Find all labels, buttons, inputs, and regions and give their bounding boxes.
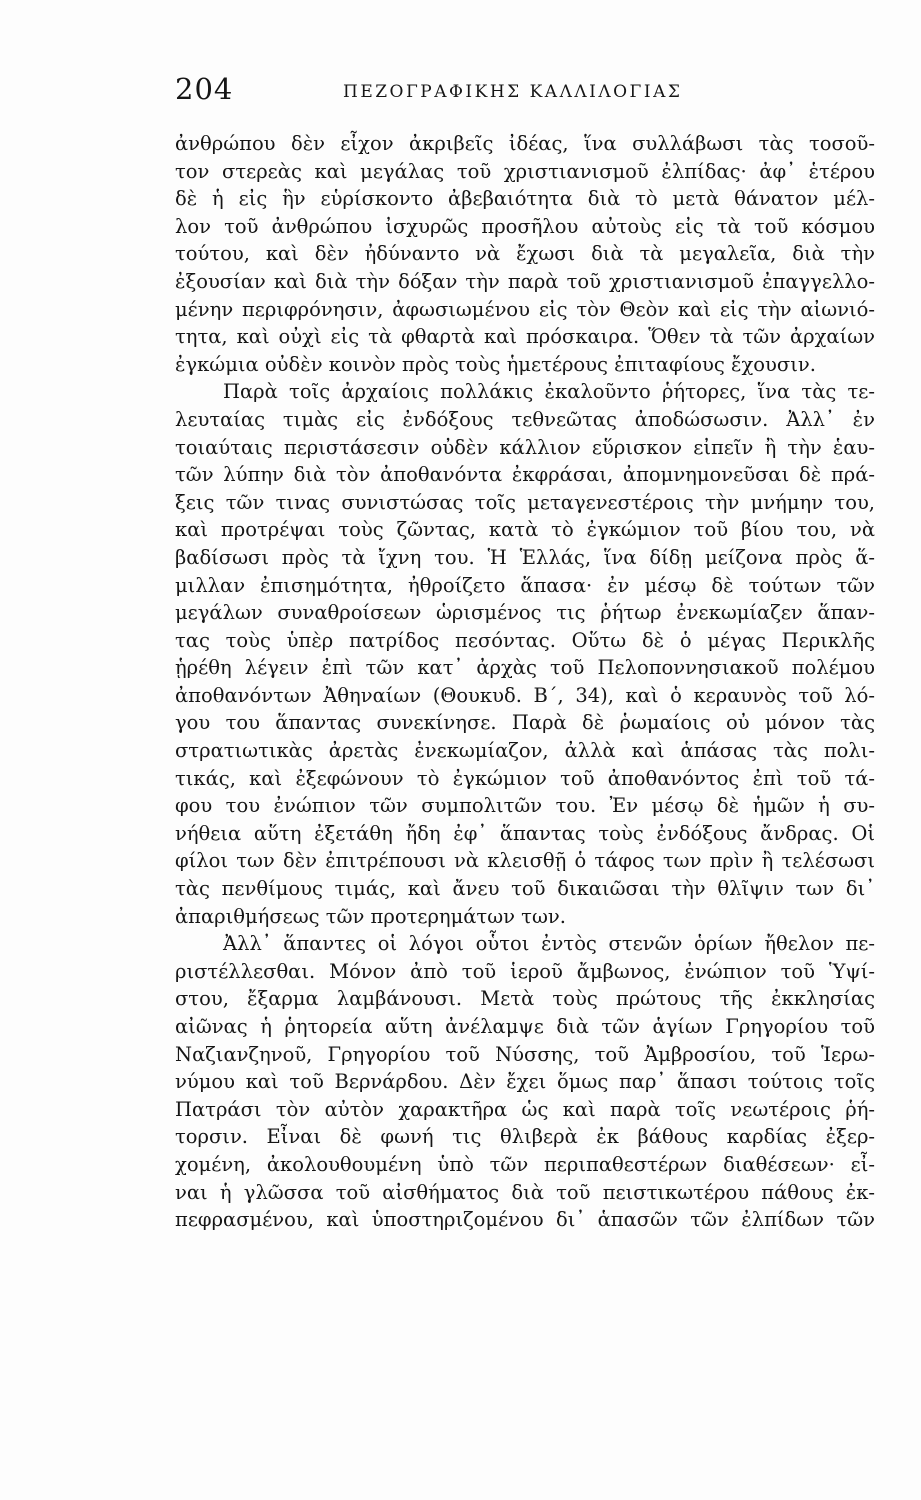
text-line: τορσιν. Εἶναι δὲ φωνή τις θλιβερὰ ἐκ βάθους καρδίας ἐξερ-: [175, 1125, 875, 1149]
paragraph: [175, 378, 875, 930]
text-line: χομένη, ἀκολουθουμένη ὑπὸ τῶν περιπαθεστέρων διαθέσεων· εἶ-: [175, 1152, 875, 1176]
text-line: στου, ἔξαρμα λαμβάνουσι. Μετὰ τοὺς πρώτους τῆς ἐκκλησίας: [175, 987, 875, 1011]
text-line: τας τοὺς ὑπὲρ πατρίδος πεσόντας. Οὕτω δὲ ὁ μέγας Περικλῆς: [175, 628, 875, 652]
text-line: αἰῶνας ἡ ῥητορεία αὕτη ἀνέλαμψε διὰ τῶν ἁγίων Γρηγορίου τοῦ: [175, 1015, 875, 1038]
text-line: Παρὰ τοῖς ἀρχαίοις πολλάκις ἐκαλοῦντο ῥήτορες, ἵνα τὰς τε-: [223, 380, 875, 404]
text-line: λον τοῦ ἀνθρώπου ἰσχυρῶς προσῆλου αὐτοὺς εἰς τὰ τοῦ κόσμου: [175, 214, 875, 238]
running-head: ΠΕΖΟΓΡΑΦΙΚΗΣ ΚΑΛΛΙΛΟΓΙΑΣ: [343, 82, 683, 102]
text-line: τοιαύταις περιστάσεσιν οὐδὲν κάλλιον εὕρισκον εἰπεῖν ἢ τὴν ἑαυ-: [175, 435, 875, 459]
text-line: τῶν λύπην διὰ τὸν ἀποθανόντα ἐκφράσαι, ἀπομνημονεῦσαι δὲ πρά-: [175, 463, 875, 487]
text-line: βαδίσωσι πρὸς τὰ ἴχνη του. Ἡ Ἑλλάς, ἵνα δίδῃ μείζονα πρὸς ἅ-: [175, 545, 875, 569]
text-line: λευταίας τιμὰς εἰς ἐνδόξους τεθνεῶτας ἀποδώσωσιν. Ἀλλ᾽ ἐν: [175, 407, 875, 431]
text-line: μένην περιφρόνησιν, ἀφωσιωμένου εἰς τὸν Θεὸν καὶ εἰς τὴν αἰωνιό-: [175, 297, 875, 321]
text-line: νύμου καὶ τοῦ Βερνάρδου. Δὲν ἔχει ὅμως παρ᾽ ἅπασι τούτοις τοῖς: [175, 1070, 875, 1094]
text-line: μεγάλων συναθροίσεων ὡρισμένος τις ῥήτωρ ἐνεκωμίαζεν ἅπαν-: [175, 601, 875, 625]
text-line: φου του ἐνώπιον τῶν συμπολιτῶν του. Ἐν μέσῳ δὲ ἡμῶν ἡ συ-: [175, 794, 875, 818]
text-line: ριστέλλεσθαι. Μόνον ἀπὸ τοῦ ἱεροῦ ἄμβωνος, ἐνώπιον τοῦ Ὑψί-: [175, 959, 875, 983]
text-line: τούτου, καὶ δὲν ἠδύναντο νὰ ἔχωσι διὰ τὰ μεγαλεῖα, διὰ τὴν: [175, 242, 875, 266]
text-line: τὰς πενθίμους τιμάς, καὶ ἄνευ τοῦ δικαιῶσαι τὴν θλῖψιν των δι᾽: [175, 877, 875, 901]
text-line: τητα, καὶ οὐχὶ εἰς τὰ φθαρτὰ καὶ πρόσκαιρα. Ὅθεν τὰ τῶν ἀρχαίων: [175, 325, 875, 349]
page-number: 204: [175, 72, 234, 106]
text-line: καὶ προτρέψαι τοὺς ζῶντας, κατὰ τὸ ἐγκώμιον τοῦ βίου του, νὰ: [175, 518, 875, 542]
paragraph: [175, 930, 875, 1234]
page-body-text: [175, 130, 875, 1234]
text-line: ἐγκώμια οὐδὲν κοινὸν πρὸς τοὺς ἡμετέρους ἐπιταφίους ἔχουσιν.: [175, 352, 816, 376]
text-line: τικάς, καὶ ἐξεφώνουν τὸ ἐγκώμιον τοῦ ἀποθανόντος ἐπὶ τοῦ τά-: [175, 766, 875, 790]
text-line: μιλλαν ἐπισημότητα, ἠθροίζετο ἅπασα· ἐν μέσῳ δὲ τούτων τῶν: [175, 573, 875, 597]
text-line: ᾑρέθη λέγειν ἐπὶ τῶν κατ᾽ ἀρχὰς τοῦ Πελοποννησιακοῦ πολέμου: [175, 656, 875, 680]
text-line: ἐξουσίαν καὶ διὰ τὴν δόξαν τὴν παρὰ τοῦ χριστιανισμοῦ ἐπαγγελλο-: [175, 269, 875, 293]
text-line: ἀποθανόντων Ἀθηναίων (Θουκυδ. Β´, 34), καὶ ὁ κεραυνὸς τοῦ λό-: [175, 683, 875, 707]
text-line: πεφρασμένου, καὶ ὑποστηριζομένου δι᾽ ἁπασῶν τῶν ἐλπίδων τῶν: [175, 1208, 875, 1232]
page-header: [175, 72, 875, 112]
text-line: Ἀλλ᾽ ἅπαντες οἱ λόγοι οὗτοι ἐντὸς στενῶν ὁρίων ἤθελον πε-: [223, 932, 875, 956]
text-line: ναι ἡ γλῶσσα τοῦ αἰσθήματος διὰ τοῦ πειστικωτέρου πάθους ἐκ-: [175, 1180, 875, 1204]
text-line: ξεις τῶν τινας συνιστώσας τοῖς μεταγενεστέροις τὴν μνήμην του,: [175, 490, 875, 514]
text-line: Ναζιανζηνοῦ, Γρηγορίου τοῦ Νύσσης, τοῦ Ἀμβροσίου, τοῦ Ἱερω-: [175, 1042, 875, 1066]
text-line: ἀπαριθμήσεως τῶν προτερημάτων των.: [175, 904, 566, 928]
text-line: τον στερεὰς καὶ μεγάλας τοῦ χριστιανισμοῦ ἐλπίδας· ἀφ᾽ ἑτέρου: [175, 159, 875, 183]
text-line: γου του ἅπαντας συνεκίνησε. Παρὰ δὲ ῥωμαίοις οὐ μόνον τὰς: [175, 711, 875, 735]
text-line: νήθεια αὕτη ἐξετάθη ἤδη ἐφ᾽ ἅπαντας τοὺς ἐνδόξους ἄνδρας. Οἱ: [175, 821, 875, 845]
paragraph: [175, 130, 875, 378]
text-line: Πατράσι τὸν αὐτὸν χαρακτῆρα ὡς καὶ παρὰ τοῖς νεωτέροις ῥή-: [175, 1097, 875, 1121]
text-line: φίλοι των δὲν ἐπιτρέπουσι νὰ κλεισθῇ ὁ τάφος των πρὶν ἢ τελέσωσι: [175, 849, 875, 873]
text-line: δὲ ἡ εἰς ἣν εὑρίσκοντο ἀβεβαιότητα διὰ τὸ μετὰ θάνατον μέλ-: [175, 187, 875, 211]
text-line: στρατιωτικὰς ἀρετὰς ἐνεκωμίαζον, ἀλλὰ καὶ ἁπάσας τὰς πολι-: [175, 739, 875, 763]
text-line: ἀνθρώπου δὲν εἶχον ἀκριβεῖς ἰδέας, ἵνα συλλάβωσι τὰς τοσοῦ-: [175, 132, 875, 155]
